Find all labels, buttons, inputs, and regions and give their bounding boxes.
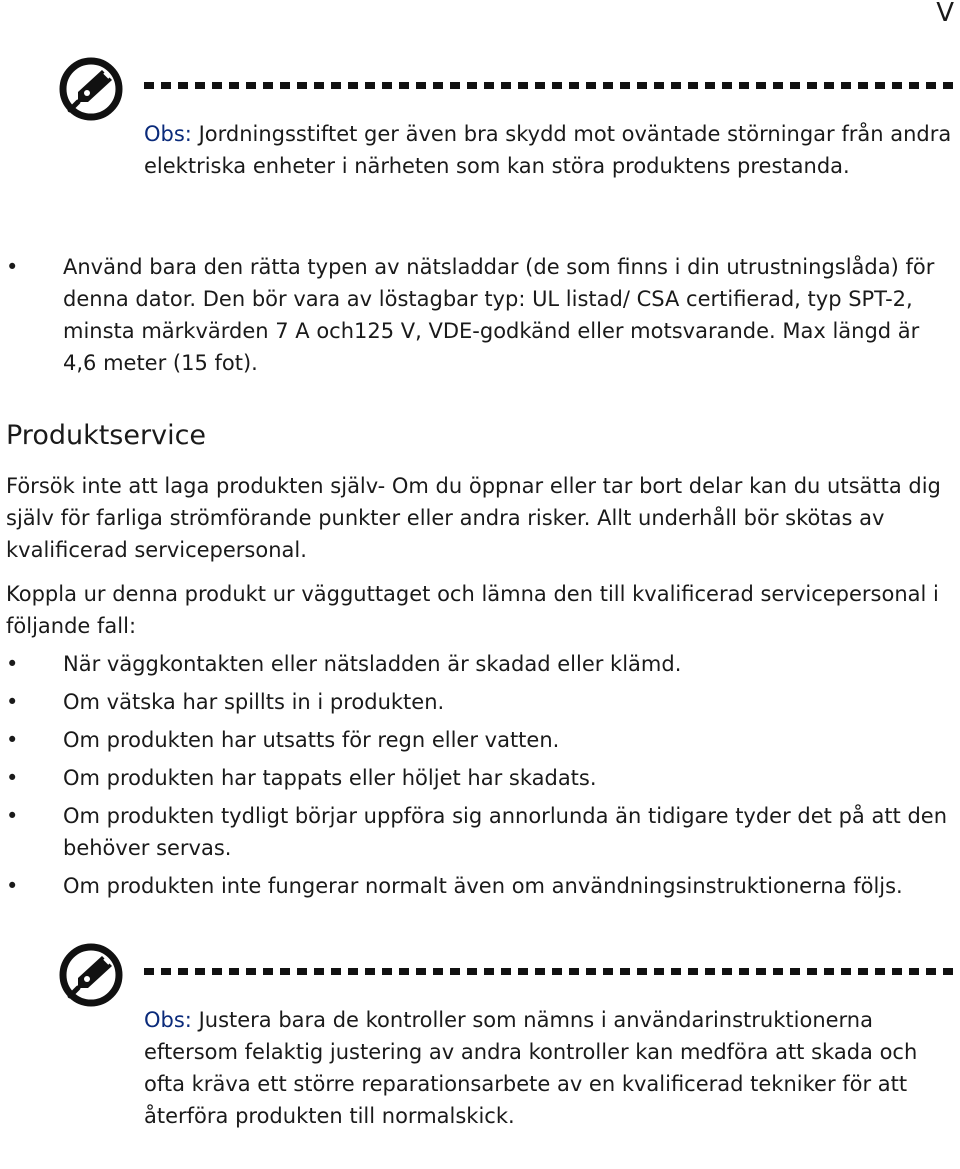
list-item [0,251,955,379]
paragraph: Koppla ur denna produkt ur vägguttaget och lämna den till kvalificerad servicepersonal i följande fall: [6,582,939,638]
list-item-text: Om vätska har spillts in i produkten. [63,690,445,714]
list-item-text: När väggkontakten eller nätsladden är skadad eller klämd. [63,652,682,676]
bullet-glyph: • [6,255,19,279]
bullet-glyph: • [6,766,19,790]
note-body: Jordningsstiftet ger även bra skydd mot oväntade störningar från andra elektriska enheter i närheten som kan störa produktens prestanda. [144,122,952,178]
bullet-glyph: • [6,728,19,752]
service-conditions-list [0,648,955,902]
list-item [0,870,955,902]
list-item [0,762,955,794]
note-pen-icon [58,942,124,1008]
list-item-text: Om produkten har tappats eller höljet har skadats. [63,766,597,790]
note-text [144,118,960,182]
note-box-2 [58,942,960,1169]
page-number: V [936,0,954,28]
bullet-glyph: • [6,652,19,676]
note-body: Justera bara de kontroller som nämns i användarinstruktionerna eftersom felaktig justering av andra kontroller kan medföra att skada och ofta kräva ett större reparationsarbete av en kvalificerad tekniker för att återföra produkten till normalskick. [144,1008,918,1128]
list-item-text: Om produkten inte fungerar normalt även om användningsinstruktionerna följs. [63,874,903,898]
section-heading: Produktservice [6,420,207,451]
list-item-text: Använd bara den rätta typen av nätsladdar (de som finns i din utrustningslåda) för denna dator. Den bör vara av löstagbar typ: UL listad/ CSA certifierad, typ SPT-2, minsta märkvärden 7 A och125 V, VDE-godkänd eller motsvarande. Max längd är 4,6 meter (15 fot). [63,255,935,375]
list-item [0,724,955,756]
note-text [144,1004,960,1132]
note-box-1 [58,56,960,216]
paragraph: Försök inte att laga produkten själv- Om du öppnar eller tar bort delar kan du utsätta dig själv för farliga strömförande punkter eller andra risker. Allt underhåll bör skötas av kvalificerad servicepersonal. [6,474,941,562]
note-label: Obs: [144,1008,192,1032]
note-dashed-rule [144,968,960,975]
power-cord-list [0,251,955,379]
bullet-glyph: • [6,690,19,714]
note-pen-icon [58,56,124,122]
bullet-glyph: • [6,804,19,828]
list-item [0,800,955,864]
list-item-text: Om produkten har utsatts för regn eller vatten. [63,728,560,752]
list-item [0,686,955,718]
list-item [0,648,955,680]
note-dashed-rule [144,82,960,89]
note-label: Obs: [144,122,192,146]
list-item-text: Om produkten tydligt börjar uppföra sig annorlunda än tidigare tyder det på att den behöver servas. [63,804,948,860]
bullet-glyph: • [6,874,19,898]
